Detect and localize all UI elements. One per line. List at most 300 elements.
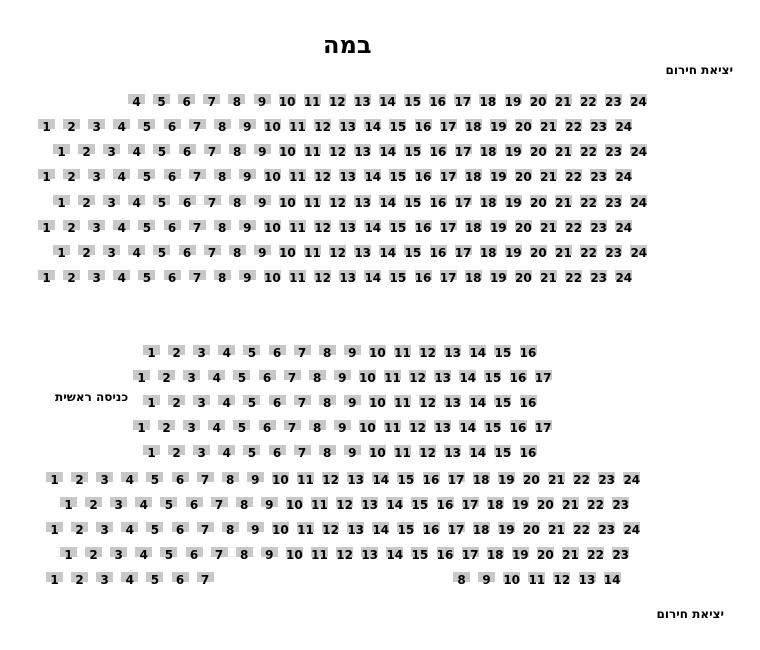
seat[interactable] <box>336 547 353 563</box>
seat[interactable] <box>264 270 281 286</box>
seat[interactable] <box>530 195 547 211</box>
seat[interactable] <box>579 572 596 588</box>
seat[interactable] <box>510 370 527 386</box>
seat[interactable] <box>555 245 572 261</box>
seat[interactable] <box>264 169 281 185</box>
seat[interactable] <box>354 144 371 160</box>
seat[interactable] <box>562 547 579 563</box>
seat[interactable] <box>336 497 353 513</box>
seat[interactable] <box>71 522 88 538</box>
seat[interactable] <box>598 522 615 538</box>
seat[interactable] <box>294 345 311 361</box>
seat[interactable] <box>143 445 160 461</box>
seat[interactable] <box>415 169 432 185</box>
seat[interactable] <box>329 245 346 261</box>
seat[interactable] <box>314 270 331 286</box>
seat[interactable] <box>214 169 231 185</box>
seat[interactable] <box>419 395 436 411</box>
seat[interactable] <box>469 445 486 461</box>
seat[interactable] <box>404 195 421 211</box>
seat[interactable] <box>261 547 278 563</box>
seat[interactable] <box>218 445 235 461</box>
seat[interactable] <box>236 497 253 513</box>
seat[interactable] <box>121 522 138 538</box>
seat[interactable] <box>469 395 486 411</box>
seat[interactable] <box>121 572 138 588</box>
seat[interactable] <box>540 270 557 286</box>
seat[interactable] <box>372 522 389 538</box>
seat[interactable] <box>289 119 306 135</box>
seat[interactable] <box>222 522 239 538</box>
seat[interactable] <box>254 195 271 211</box>
seat[interactable] <box>354 195 371 211</box>
seat[interactable] <box>38 169 55 185</box>
seat[interactable] <box>304 195 321 211</box>
seat[interactable] <box>239 270 256 286</box>
seat[interactable] <box>133 420 150 436</box>
seat[interactable] <box>186 547 203 563</box>
seat[interactable] <box>289 220 306 236</box>
seat[interactable] <box>465 119 482 135</box>
seat[interactable] <box>498 472 515 488</box>
seat[interactable] <box>448 522 465 538</box>
seat[interactable] <box>334 420 351 436</box>
seat[interactable] <box>359 420 376 436</box>
seat[interactable] <box>580 245 597 261</box>
seat[interactable] <box>294 395 311 411</box>
seat[interactable] <box>319 445 336 461</box>
seat[interactable] <box>164 220 181 236</box>
seat[interactable] <box>359 370 376 386</box>
seat[interactable] <box>96 522 113 538</box>
seat[interactable] <box>269 395 286 411</box>
seat[interactable] <box>179 144 196 160</box>
seat[interactable] <box>146 572 163 588</box>
seat[interactable] <box>38 270 55 286</box>
seat[interactable] <box>78 144 95 160</box>
seat[interactable] <box>264 119 281 135</box>
seat[interactable] <box>404 144 421 160</box>
seat[interactable] <box>164 169 181 185</box>
seat[interactable] <box>494 395 511 411</box>
seat[interactable] <box>540 220 557 236</box>
seat[interactable] <box>197 572 214 588</box>
seat[interactable] <box>168 445 185 461</box>
seat[interactable] <box>605 245 622 261</box>
seat[interactable] <box>186 497 203 513</box>
seat[interactable] <box>286 497 303 513</box>
seat[interactable] <box>484 370 501 386</box>
seat[interactable] <box>605 94 622 110</box>
seat[interactable] <box>397 522 414 538</box>
seat[interactable] <box>454 94 471 110</box>
seat[interactable] <box>88 220 105 236</box>
seat[interactable] <box>590 169 607 185</box>
seat[interactable] <box>444 345 461 361</box>
seat[interactable] <box>397 472 414 488</box>
seat[interactable] <box>590 220 607 236</box>
seat[interactable] <box>113 119 130 135</box>
seat[interactable] <box>294 445 311 461</box>
seat[interactable] <box>197 522 214 538</box>
seat[interactable] <box>279 245 296 261</box>
seat[interactable] <box>490 169 507 185</box>
seat[interactable] <box>60 497 77 513</box>
seat[interactable] <box>113 270 130 286</box>
seat[interactable] <box>423 472 440 488</box>
seat[interactable] <box>437 547 454 563</box>
seat[interactable] <box>384 420 401 436</box>
seat[interactable] <box>515 169 532 185</box>
seat[interactable] <box>515 270 532 286</box>
seat[interactable] <box>565 220 582 236</box>
seat[interactable] <box>243 345 260 361</box>
seat[interactable] <box>555 195 572 211</box>
seat[interactable] <box>429 94 446 110</box>
seat[interactable] <box>247 522 264 538</box>
seat[interactable] <box>183 420 200 436</box>
seat[interactable] <box>113 220 130 236</box>
seat[interactable] <box>409 420 426 436</box>
seat[interactable] <box>555 144 572 160</box>
seat[interactable] <box>46 522 63 538</box>
seat[interactable] <box>580 195 597 211</box>
seat[interactable] <box>46 472 63 488</box>
seat[interactable] <box>339 169 356 185</box>
seat[interactable] <box>183 370 200 386</box>
seat[interactable] <box>193 445 210 461</box>
seat[interactable] <box>459 370 476 386</box>
seat[interactable] <box>63 119 80 135</box>
seat[interactable] <box>168 345 185 361</box>
seat[interactable] <box>434 370 451 386</box>
seat[interactable] <box>411 497 428 513</box>
seat[interactable] <box>369 395 386 411</box>
seat[interactable] <box>319 345 336 361</box>
seat[interactable] <box>146 522 163 538</box>
seat[interactable] <box>478 572 495 588</box>
seat[interactable] <box>415 119 432 135</box>
seat[interactable] <box>259 370 276 386</box>
seat[interactable] <box>239 220 256 236</box>
seat[interactable] <box>138 169 155 185</box>
seat[interactable] <box>160 497 177 513</box>
seat[interactable] <box>197 472 214 488</box>
seat[interactable] <box>430 144 447 160</box>
seat[interactable] <box>218 345 235 361</box>
seat[interactable] <box>505 144 522 160</box>
seat[interactable] <box>369 345 386 361</box>
seat[interactable] <box>314 169 331 185</box>
seat[interactable] <box>178 94 195 110</box>
seat[interactable] <box>289 169 306 185</box>
seat[interactable] <box>448 472 465 488</box>
seat[interactable] <box>322 522 339 538</box>
seat[interactable] <box>189 220 206 236</box>
seat[interactable] <box>354 94 371 110</box>
seat[interactable] <box>128 144 145 160</box>
seat[interactable] <box>505 94 522 110</box>
seat[interactable] <box>347 522 364 538</box>
seat[interactable] <box>279 94 296 110</box>
seat[interactable] <box>361 547 378 563</box>
seat[interactable] <box>128 195 145 211</box>
seat[interactable] <box>243 445 260 461</box>
seat[interactable] <box>590 270 607 286</box>
seat[interactable] <box>229 144 246 160</box>
seat[interactable] <box>269 345 286 361</box>
seat[interactable] <box>430 245 447 261</box>
seat[interactable] <box>455 144 472 160</box>
seat[interactable] <box>540 119 557 135</box>
seat[interactable] <box>135 497 152 513</box>
seat[interactable] <box>530 94 547 110</box>
seat[interactable] <box>254 144 271 160</box>
seat[interactable] <box>562 497 579 513</box>
seat[interactable] <box>503 572 520 588</box>
seat[interactable] <box>573 472 590 488</box>
seat[interactable] <box>415 270 432 286</box>
seat[interactable] <box>172 572 189 588</box>
seat[interactable] <box>530 245 547 261</box>
seat[interactable] <box>314 119 331 135</box>
seat[interactable] <box>389 270 406 286</box>
seat[interactable] <box>329 94 346 110</box>
seat[interactable] <box>615 169 632 185</box>
seat[interactable] <box>329 195 346 211</box>
seat[interactable] <box>537 547 554 563</box>
seat[interactable] <box>168 395 185 411</box>
seat[interactable] <box>243 395 260 411</box>
seat[interactable] <box>444 395 461 411</box>
seat[interactable] <box>494 345 511 361</box>
seat[interactable] <box>160 547 177 563</box>
seat[interactable] <box>214 220 231 236</box>
seat[interactable] <box>208 420 225 436</box>
seat[interactable] <box>523 522 540 538</box>
seat[interactable] <box>535 370 552 386</box>
seat[interactable] <box>103 245 120 261</box>
seat[interactable] <box>284 370 301 386</box>
seat[interactable] <box>189 169 206 185</box>
seat[interactable] <box>164 270 181 286</box>
seat[interactable] <box>103 195 120 211</box>
seat[interactable] <box>304 245 321 261</box>
seat[interactable] <box>386 497 403 513</box>
seat[interactable] <box>612 547 629 563</box>
seat[interactable] <box>379 94 396 110</box>
seat[interactable] <box>85 497 102 513</box>
seat[interactable] <box>520 445 537 461</box>
seat[interactable] <box>364 169 381 185</box>
seat[interactable] <box>587 547 604 563</box>
seat[interactable] <box>364 220 381 236</box>
seat[interactable] <box>339 119 356 135</box>
seat[interactable] <box>211 497 228 513</box>
seat[interactable] <box>535 420 552 436</box>
seat[interactable] <box>311 497 328 513</box>
seat[interactable] <box>515 119 532 135</box>
seat[interactable] <box>565 270 582 286</box>
seat[interactable] <box>63 220 80 236</box>
seat[interactable] <box>261 497 278 513</box>
seat[interactable] <box>204 195 221 211</box>
seat[interactable] <box>455 245 472 261</box>
seat[interactable] <box>480 144 497 160</box>
seat[interactable] <box>440 220 457 236</box>
seat[interactable] <box>361 497 378 513</box>
seat[interactable] <box>208 370 225 386</box>
seat[interactable] <box>339 220 356 236</box>
seat[interactable] <box>314 220 331 236</box>
seat[interactable] <box>214 270 231 286</box>
seat[interactable] <box>85 547 102 563</box>
seat[interactable] <box>469 345 486 361</box>
seat[interactable] <box>548 522 565 538</box>
seat[interactable] <box>284 420 301 436</box>
seat[interactable] <box>444 445 461 461</box>
seat[interactable] <box>484 420 501 436</box>
seat[interactable] <box>272 472 289 488</box>
seat[interactable] <box>587 497 604 513</box>
seat[interactable] <box>386 547 403 563</box>
seat[interactable] <box>520 395 537 411</box>
seat[interactable] <box>164 119 181 135</box>
seat[interactable] <box>297 472 314 488</box>
seat[interactable] <box>480 195 497 211</box>
seat[interactable] <box>113 169 130 185</box>
seat[interactable] <box>233 420 250 436</box>
seat[interactable] <box>254 245 271 261</box>
seat[interactable] <box>394 395 411 411</box>
seat[interactable] <box>344 395 361 411</box>
seat[interactable] <box>272 522 289 538</box>
seat[interactable] <box>179 245 196 261</box>
seat[interactable] <box>78 195 95 211</box>
seat[interactable] <box>189 119 206 135</box>
seat[interactable] <box>604 572 621 588</box>
seat[interactable] <box>347 472 364 488</box>
seat[interactable] <box>259 420 276 436</box>
seat[interactable] <box>623 472 640 488</box>
seat[interactable] <box>505 245 522 261</box>
seat[interactable] <box>153 245 170 261</box>
seat[interactable] <box>415 220 432 236</box>
seat[interactable] <box>437 497 454 513</box>
seat[interactable] <box>379 245 396 261</box>
seat[interactable] <box>133 370 150 386</box>
seat[interactable] <box>88 270 105 286</box>
seat[interactable] <box>565 169 582 185</box>
seat[interactable] <box>247 472 264 488</box>
seat[interactable] <box>233 370 250 386</box>
seat[interactable] <box>146 472 163 488</box>
seat[interactable] <box>203 94 220 110</box>
seat[interactable] <box>453 572 470 588</box>
seat[interactable] <box>369 445 386 461</box>
seat[interactable] <box>229 195 246 211</box>
seat[interactable] <box>389 119 406 135</box>
seat[interactable] <box>411 547 428 563</box>
seat[interactable] <box>490 270 507 286</box>
seat[interactable] <box>193 345 210 361</box>
seat[interactable] <box>211 547 228 563</box>
seat[interactable] <box>53 195 70 211</box>
seat[interactable] <box>239 169 256 185</box>
seat[interactable] <box>254 94 271 110</box>
seat[interactable] <box>153 144 170 160</box>
seat[interactable] <box>430 195 447 211</box>
seat[interactable] <box>279 195 296 211</box>
seat[interactable] <box>494 445 511 461</box>
seat[interactable] <box>204 245 221 261</box>
seat[interactable] <box>379 144 396 160</box>
seat[interactable] <box>434 420 451 436</box>
seat[interactable] <box>580 144 597 160</box>
seat[interactable] <box>440 270 457 286</box>
seat[interactable] <box>63 270 80 286</box>
seat[interactable] <box>487 497 504 513</box>
seat[interactable] <box>38 119 55 135</box>
seat[interactable] <box>615 270 632 286</box>
seat[interactable] <box>404 94 421 110</box>
seat[interactable] <box>473 522 490 538</box>
seat[interactable] <box>214 119 231 135</box>
seat[interactable] <box>462 547 479 563</box>
seat[interactable] <box>553 572 570 588</box>
seat[interactable] <box>60 547 77 563</box>
seat[interactable] <box>364 270 381 286</box>
seat[interactable] <box>409 370 426 386</box>
seat[interactable] <box>222 472 239 488</box>
seat[interactable] <box>384 370 401 386</box>
seat[interactable] <box>339 270 356 286</box>
seat[interactable] <box>110 497 127 513</box>
seat[interactable] <box>264 220 281 236</box>
seat[interactable] <box>96 572 113 588</box>
seat[interactable] <box>404 245 421 261</box>
seat[interactable] <box>630 195 647 211</box>
seat[interactable] <box>555 94 572 110</box>
seat[interactable] <box>103 144 120 160</box>
seat[interactable] <box>465 220 482 236</box>
seat[interactable] <box>158 370 175 386</box>
seat[interactable] <box>53 245 70 261</box>
seat[interactable] <box>143 395 160 411</box>
seat[interactable] <box>289 270 306 286</box>
seat[interactable] <box>394 445 411 461</box>
seat[interactable] <box>297 522 314 538</box>
seat[interactable] <box>279 144 296 160</box>
seat[interactable] <box>143 345 160 361</box>
seat[interactable] <box>110 547 127 563</box>
seat[interactable] <box>354 245 371 261</box>
seat[interactable] <box>394 345 411 361</box>
seat[interactable] <box>520 345 537 361</box>
seat[interactable] <box>229 245 246 261</box>
seat[interactable] <box>322 472 339 488</box>
seat[interactable] <box>135 547 152 563</box>
seat[interactable] <box>605 195 622 211</box>
seat[interactable] <box>512 497 529 513</box>
seat[interactable] <box>540 169 557 185</box>
seat[interactable] <box>523 472 540 488</box>
seat[interactable] <box>71 472 88 488</box>
seat[interactable] <box>88 169 105 185</box>
seat[interactable] <box>623 522 640 538</box>
seat[interactable] <box>218 395 235 411</box>
seat[interactable] <box>239 119 256 135</box>
